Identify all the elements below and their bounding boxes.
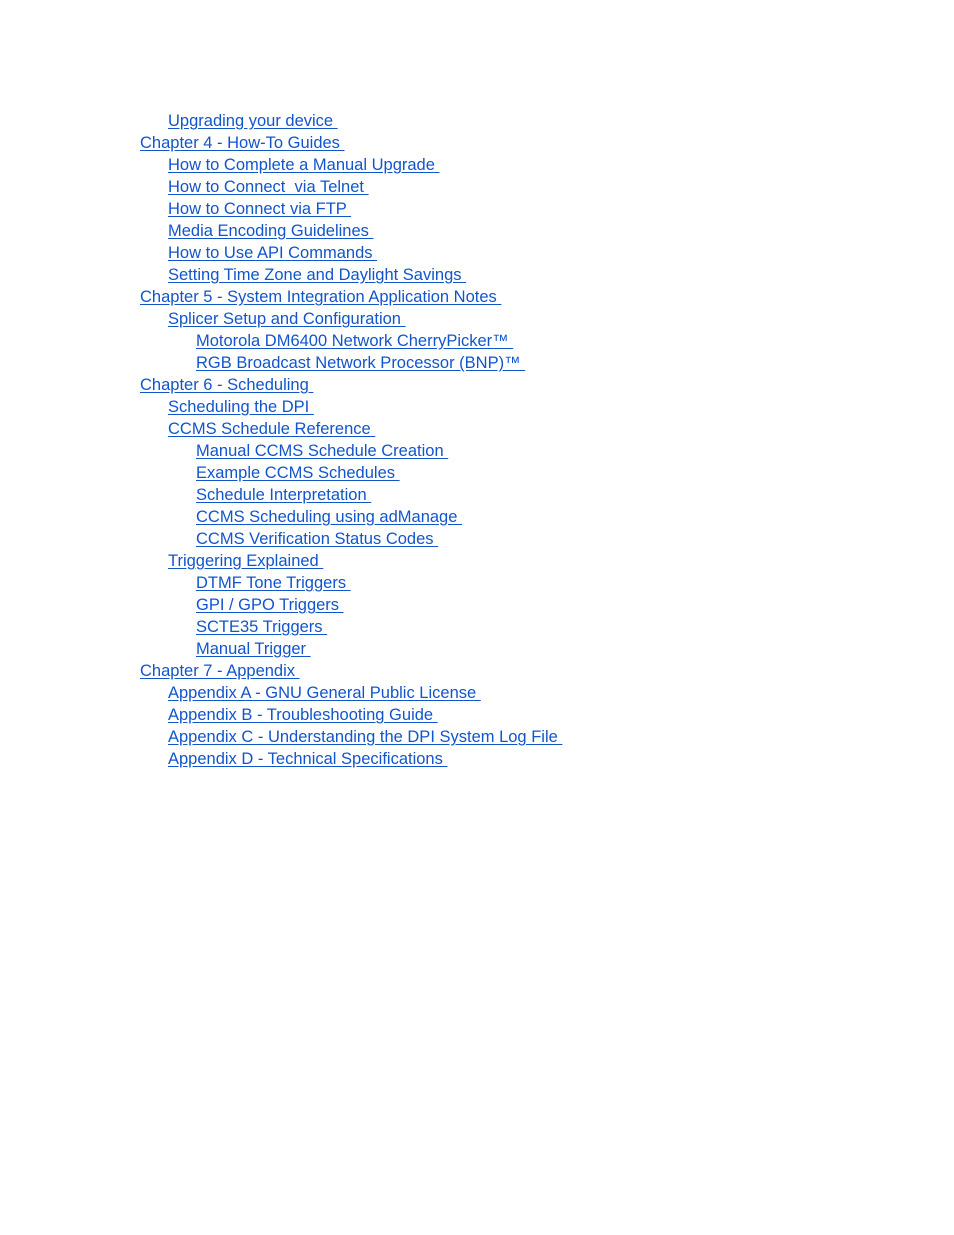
toc-link[interactable]: Manual Trigger <box>196 640 311 658</box>
toc-entry <box>140 660 562 682</box>
toc-entry <box>140 242 562 264</box>
toc-entry <box>140 682 562 704</box>
toc-link[interactable]: Example CCMS Schedules <box>196 464 400 482</box>
toc-link[interactable]: How to Complete a Manual Upgrade <box>168 156 440 174</box>
toc-link[interactable]: How to Connect via Telnet <box>168 178 369 196</box>
toc-link[interactable]: Triggering Explained <box>168 552 324 570</box>
toc-entry <box>140 506 562 528</box>
toc-entry <box>140 594 562 616</box>
table-of-contents <box>140 110 562 770</box>
toc-entry <box>140 462 562 484</box>
toc-link[interactable]: Chapter 7 - Appendix <box>140 662 300 680</box>
toc-link[interactable]: Appendix D - Technical Specifications <box>168 750 448 768</box>
toc-link[interactable]: CCMS Verification Status Codes <box>196 530 439 548</box>
toc-entry <box>140 264 562 286</box>
toc-link[interactable]: Schedule Interpretation <box>196 486 372 504</box>
toc-entry <box>140 110 562 132</box>
toc-entry <box>140 704 562 726</box>
toc-entry <box>140 528 562 550</box>
toc-link[interactable]: CCMS Scheduling using adManage <box>196 508 462 526</box>
toc-link[interactable]: Manual CCMS Schedule Creation <box>196 442 449 460</box>
toc-entry <box>140 374 562 396</box>
toc-link[interactable]: Setting Time Zone and Daylight Savings <box>168 266 467 284</box>
toc-entry <box>140 220 562 242</box>
toc-entry <box>140 396 562 418</box>
toc-link[interactable]: Appendix A - GNU General Public License <box>168 684 481 702</box>
toc-link[interactable]: Motorola DM6400 Network CherryPicker™ <box>196 332 514 350</box>
toc-link[interactable]: RGB Broadcast Network Processor (BNP)™ <box>196 354 526 372</box>
toc-entry <box>140 638 562 660</box>
toc-entry <box>140 572 562 594</box>
toc-link[interactable]: CCMS Schedule Reference <box>168 420 376 438</box>
toc-entry <box>140 330 562 352</box>
toc-link[interactable]: Scheduling the DPI <box>168 398 314 416</box>
toc-entry <box>140 198 562 220</box>
toc-link[interactable]: Upgrading your device <box>168 112 338 130</box>
toc-link[interactable]: Appendix B - Troubleshooting Guide <box>168 706 438 724</box>
toc-entry <box>140 176 562 198</box>
toc-link[interactable]: How to Connect via FTP <box>168 200 352 218</box>
toc-entry <box>140 286 562 308</box>
toc-link[interactable]: GPI / GPO Triggers <box>196 596 344 614</box>
toc-entry <box>140 748 562 770</box>
toc-link[interactable]: Appendix C - Understanding the DPI System Log File <box>168 728 563 746</box>
toc-link[interactable]: Splicer Setup and Configuration <box>168 310 406 328</box>
toc-link[interactable]: How to Use API Commands <box>168 244 378 262</box>
toc-entry <box>140 484 562 506</box>
toc-entry <box>140 418 562 440</box>
toc-entry <box>140 440 562 462</box>
toc-entry <box>140 154 562 176</box>
toc-link[interactable]: SCTE35 Triggers <box>196 618 328 636</box>
toc-entry <box>140 550 562 572</box>
toc-link[interactable]: Chapter 6 - Scheduling <box>140 376 314 394</box>
toc-entry <box>140 132 562 154</box>
toc-link[interactable]: Media Encoding Guidelines <box>168 222 374 240</box>
toc-entry <box>140 726 562 748</box>
toc-entry <box>140 352 562 374</box>
toc-entry <box>140 616 562 638</box>
toc-entry <box>140 308 562 330</box>
toc-link[interactable]: Chapter 5 - System Integration Application Notes <box>140 288 502 306</box>
toc-link[interactable]: Chapter 4 - How-To Guides <box>140 134 345 152</box>
toc-link[interactable]: DTMF Tone Triggers <box>196 574 351 592</box>
